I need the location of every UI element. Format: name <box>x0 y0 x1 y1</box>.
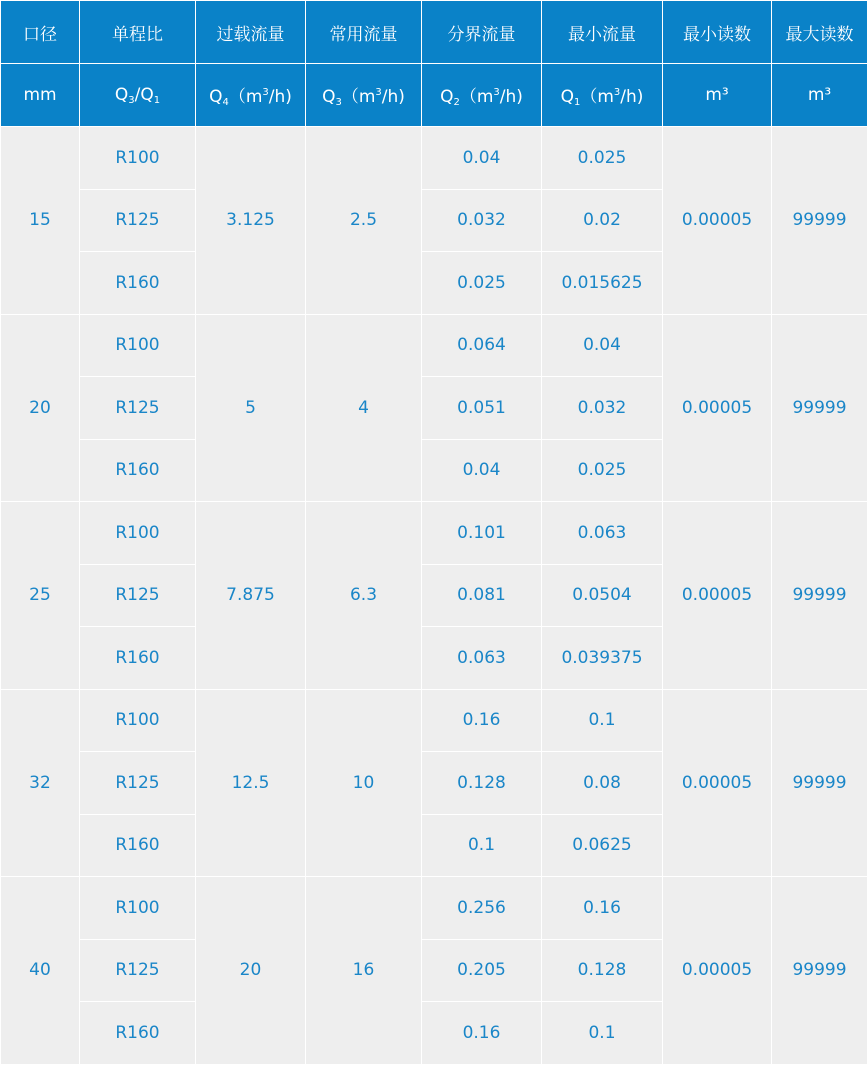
cell-common-flow: 16 <box>306 877 422 1065</box>
cell-ratio: R160 <box>80 439 196 502</box>
unit-overload-flow: $Q_4(m^3/h)$ <box>196 64 306 127</box>
cell-boundary-flow: 0.205 <box>422 939 542 1002</box>
cell-diameter: 15 <box>1 127 80 315</box>
table-row <box>1 689 867 752</box>
table-row <box>1 877 867 940</box>
cell-diameter: 25 <box>1 502 80 690</box>
table-row <box>1 127 867 190</box>
cell-common-flow: 4 <box>306 314 422 502</box>
cell-ratio: R160 <box>80 252 196 315</box>
cell-min-reading: 0.00005 <box>663 127 772 315</box>
cell-ratio: R100 <box>80 127 196 190</box>
cell-minimum-flow: 0.015625 <box>542 252 663 315</box>
cell-minimum-flow: 0.02 <box>542 189 663 252</box>
cell-minimum-flow: 0.04 <box>542 314 663 377</box>
unit-minimum-flow: $Q_1(m^3/h)$ <box>542 64 663 127</box>
cell-overload-flow: 20 <box>196 877 306 1065</box>
cell-ratio: R125 <box>80 564 196 627</box>
cell-ratio: R125 <box>80 189 196 252</box>
col-header-common-flow: 常用流量 <box>306 1 422 64</box>
cell-min-reading: 0.00005 <box>663 502 772 690</box>
cell-boundary-flow: 0.101 <box>422 502 542 565</box>
cell-minimum-flow: 0.025 <box>542 127 663 190</box>
cell-ratio: R100 <box>80 314 196 377</box>
cell-overload-flow: 12.5 <box>196 689 306 877</box>
cell-minimum-flow: 0.0625 <box>542 814 663 877</box>
cell-boundary-flow: 0.04 <box>422 439 542 502</box>
cell-ratio: R125 <box>80 752 196 815</box>
table-row <box>1 502 867 565</box>
cell-boundary-flow: 0.128 <box>422 752 542 815</box>
cell-minimum-flow: 0.025 <box>542 439 663 502</box>
cell-max-reading: 99999 <box>772 877 867 1065</box>
cell-ratio: R125 <box>80 939 196 1002</box>
cell-ratio: R100 <box>80 502 196 565</box>
cell-boundary-flow: 0.081 <box>422 564 542 627</box>
col-header-minimum-flow: 最小流量 <box>542 1 663 64</box>
cell-boundary-flow: 0.063 <box>422 627 542 690</box>
cell-overload-flow: 5 <box>196 314 306 502</box>
cell-ratio: R160 <box>80 1002 196 1065</box>
cell-boundary-flow: 0.051 <box>422 377 542 440</box>
cell-minimum-flow: 0.0504 <box>542 564 663 627</box>
col-header-max-reading: 最大读数 <box>772 1 867 64</box>
cell-overload-flow: 3.125 <box>196 127 306 315</box>
col-header-boundary-flow: 分界流量 <box>422 1 542 64</box>
col-header-overload-flow: 过载流量 <box>196 1 306 64</box>
cell-max-reading: 99999 <box>772 314 867 502</box>
cell-min-reading: 0.00005 <box>663 689 772 877</box>
cell-boundary-flow: 0.256 <box>422 877 542 940</box>
cell-ratio: R160 <box>80 814 196 877</box>
cell-minimum-flow: 0.1 <box>542 689 663 752</box>
cell-min-reading: 0.00005 <box>663 877 772 1065</box>
cell-ratio: R100 <box>80 689 196 752</box>
cell-minimum-flow: 0.08 <box>542 752 663 815</box>
unit-common-flow: $Q_3(m^3/h)$ <box>306 64 422 127</box>
cell-boundary-flow: 0.1 <box>422 814 542 877</box>
cell-common-flow: 10 <box>306 689 422 877</box>
cell-max-reading: 99999 <box>772 127 867 315</box>
cell-ratio: R125 <box>80 377 196 440</box>
unit-ratio: $Q_3/Q_1$ <box>80 64 196 127</box>
cell-minimum-flow: 0.039375 <box>542 627 663 690</box>
cell-min-reading: 0.00005 <box>663 314 772 502</box>
unit-max-reading: m³ <box>772 64 867 127</box>
cell-minimum-flow: 0.128 <box>542 939 663 1002</box>
unit-boundary-flow: $Q_2(m^3/h)$ <box>422 64 542 127</box>
col-header-diameter: 口径 <box>1 1 80 64</box>
cell-minimum-flow: 0.16 <box>542 877 663 940</box>
table-body <box>1 127 867 1065</box>
unit-min-reading: m³ <box>663 64 772 127</box>
cell-max-reading: 99999 <box>772 502 867 690</box>
cell-minimum-flow: 0.063 <box>542 502 663 565</box>
header-row-units <box>1 64 867 127</box>
table-row <box>1 314 867 377</box>
cell-minimum-flow: 0.1 <box>542 1002 663 1065</box>
cell-ratio: R100 <box>80 877 196 940</box>
cell-boundary-flow: 0.032 <box>422 189 542 252</box>
cell-boundary-flow: 0.16 <box>422 689 542 752</box>
cell-max-reading: 99999 <box>772 689 867 877</box>
cell-overload-flow: 7.875 <box>196 502 306 690</box>
cell-common-flow: 2.5 <box>306 127 422 315</box>
cell-ratio: R160 <box>80 627 196 690</box>
cell-boundary-flow: 0.04 <box>422 127 542 190</box>
cell-boundary-flow: 0.16 <box>422 1002 542 1065</box>
cell-minimum-flow: 0.032 <box>542 377 663 440</box>
cell-boundary-flow: 0.025 <box>422 252 542 315</box>
unit-diameter: mm <box>1 64 80 127</box>
cell-diameter: 20 <box>1 314 80 502</box>
col-header-ratio: 单程比 <box>80 1 196 64</box>
cell-diameter: 32 <box>1 689 80 877</box>
col-header-min-reading: 最小读数 <box>663 1 772 64</box>
cell-diameter: 40 <box>1 877 80 1065</box>
cell-boundary-flow: 0.064 <box>422 314 542 377</box>
header-row-titles <box>1 1 867 64</box>
cell-common-flow: 6.3 <box>306 502 422 690</box>
